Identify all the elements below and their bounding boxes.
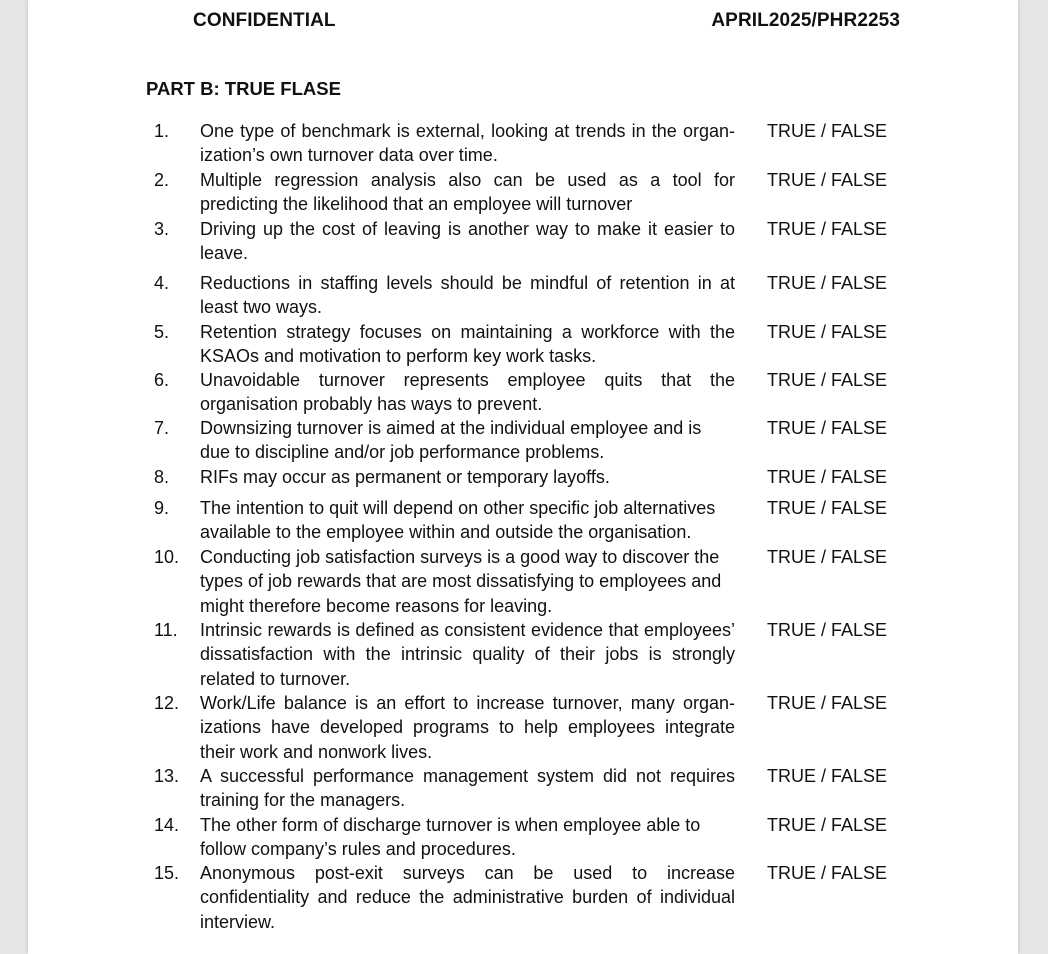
question-number: 11. (154, 620, 178, 640)
true-false-option[interactable]: TRUE / FALSE (767, 219, 888, 239)
question-text: Driving up the cost of leaving is another way to make it easier to leave. (200, 219, 735, 264)
true-false-option[interactable]: TRUE / FALSE (767, 370, 888, 390)
question-number: 8. (154, 467, 170, 487)
question-text: Unavoidable turnover represents employee quits that the organisation probably has ways to prevent. (200, 370, 735, 415)
true-false-option[interactable]: TRUE / FALSE (767, 322, 888, 342)
question-number: 2. (154, 170, 170, 190)
true-false-option[interactable]: TRUE / FALSE (767, 620, 888, 640)
true-false-option[interactable]: TRUE / FALSE (767, 498, 888, 518)
true-false-option[interactable]: TRUE / FALSE (767, 273, 888, 293)
question-number: 6. (154, 370, 170, 390)
question-text: A successful performance management system did not requires training for the managers. (200, 766, 735, 811)
question-number: 14. (154, 815, 180, 835)
question-text: Reductions in staffing levels should be mindful of retention in at least two ways. (200, 273, 735, 318)
question-number: 13. (154, 766, 180, 786)
question-text: The intention to quit will depend on other specific job alternatives available to the employee within and outside the organisation. (200, 498, 716, 543)
question-number: 4. (154, 273, 170, 293)
question-number: 7. (154, 418, 170, 438)
true-false-option[interactable]: TRUE / FALSE (767, 863, 888, 883)
true-false-option[interactable]: TRUE / FALSE (767, 693, 888, 713)
question-text: Work/Life balance is an effort to increase turnover, many organ-izations have developed programs to help employees integrate their work and nonwork lives. (200, 693, 735, 762)
question-text: Anonymous post-exit surveys can be used to increase confidentiality and reduce the administrative burden of individual interview. (200, 863, 735, 932)
true-false-option[interactable]: TRUE / FALSE (767, 547, 888, 567)
question-number: 5. (154, 322, 170, 342)
question-number: 3. (154, 219, 170, 239)
exam-page (28, 0, 1018, 954)
question-number: 9. (154, 498, 170, 518)
question-number: 15. (154, 863, 180, 883)
question-text: One type of benchmark is external, looking at trends in the organ-ization’s own turnover data over time. (200, 121, 735, 166)
paper-code: APRIL2025/PHR2253 (711, 10, 900, 31)
true-false-option[interactable]: TRUE / FALSE (767, 418, 888, 438)
true-false-option[interactable]: TRUE / FALSE (767, 121, 888, 141)
question-number: 10. (154, 547, 180, 567)
question-text: Retention strategy focuses on maintaining a workforce with the KSAOs and motivation to perform key work tasks. (200, 322, 735, 367)
true-false-option[interactable]: TRUE / FALSE (767, 170, 888, 190)
question-number: 12. (154, 693, 180, 713)
part-title: PART B: TRUE FLASE (146, 78, 341, 99)
question-number: 1. (154, 121, 170, 141)
question-text: Intrinsic rewards is defined as consistent evidence that employees’ dissatisfaction with the intrinsic quality of their jobs is strongly related to turnover. (200, 620, 735, 689)
question-text: The other form of discharge turnover is when employee able to follow company’s rules and procedures. (200, 815, 701, 860)
question-text: RIFs may occur as permanent or temporary layoffs. (200, 467, 610, 487)
question-text: Multiple regression analysis also can be used as a tool for predicting the likelihood that an employee will turnover (200, 170, 735, 215)
question-text: Downsizing turnover is aimed at the individual employee and is due to discipline and/or job performance problems. (200, 418, 702, 463)
true-false-option[interactable]: TRUE / FALSE (767, 766, 888, 786)
true-false-option[interactable]: TRUE / FALSE (767, 467, 888, 487)
true-false-option[interactable]: TRUE / FALSE (767, 815, 888, 835)
confidential-label: CONFIDENTIAL (193, 10, 336, 31)
question-text: Conducting job satisfaction surveys is a good way to discover the types of job rewards that are most dissatisfying to employees and might therefore become reasons for leaving. (200, 547, 722, 616)
